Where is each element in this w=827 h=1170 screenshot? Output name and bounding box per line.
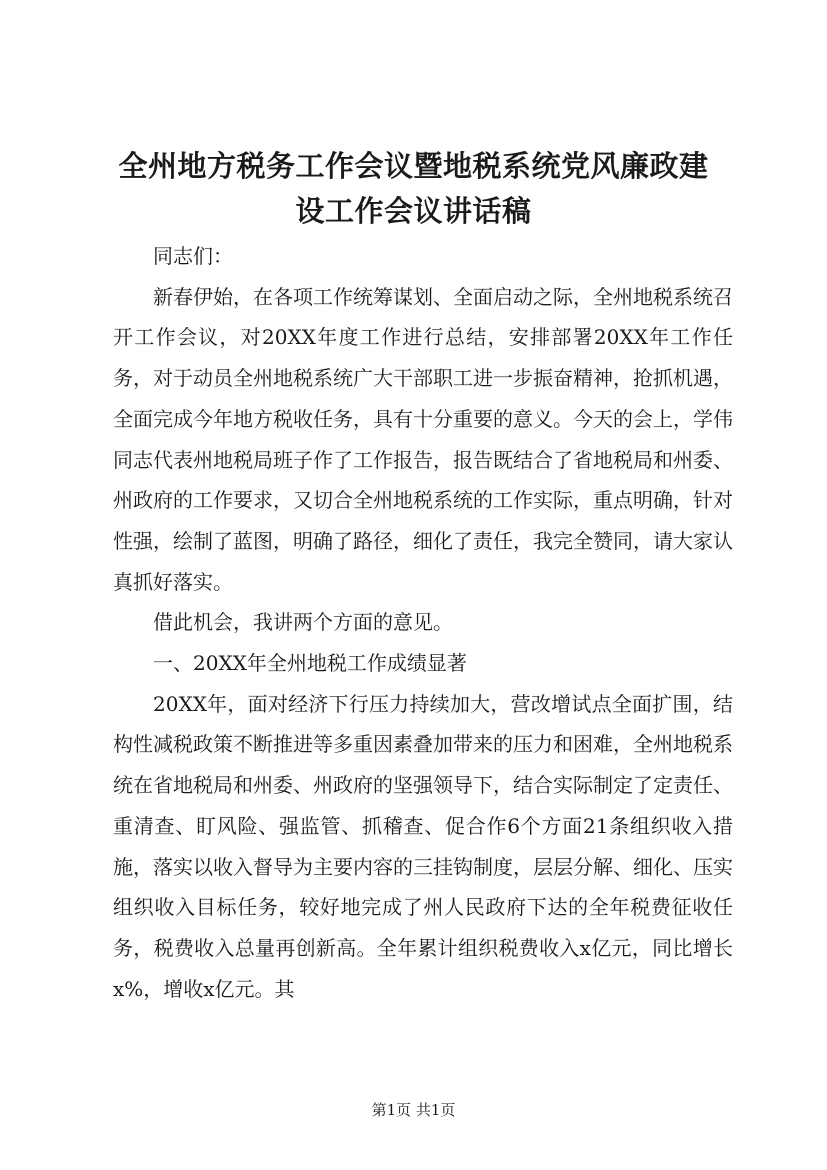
paragraph-opening: 新春伊始，在各项工作统筹谋划、全面启动之际，全州地税系统召开工作会议，对20XX年度工作进行总结，安排部署20XX年工作任务，对于动员全州地税系统广大干部职工进一步振奋精神，抢抓机遇，全面完成今年地方税收任务，具有十分重要的意义。今天的会上，学伟同志代表州地税局班子作了工作报告，报告既结合了省地税局和州委、州政府的工作要求，又切合全州地税系统的工作实际，重点明确，针对性强，绘制了蓝图，明确了路径，细化了责任，我完全赞同，请大家认真抓好落实。 (113, 284, 733, 594)
section-heading-1: 一、20XX年全州地税工作成绩显著 (153, 651, 467, 676)
document-body (113, 236, 733, 1009)
paragraph-achievements: 20XX年，面对经济下行压力持续加大，营改增试点全面扩围，结构性减税政策不断推进等多重因素叠加带来的压力和困难，全州地税系统在省地税局和州委、州政府的坚强领导下，结合实际制定了定责任、重清查、盯风险、强监管、抓稽查、促合作6个方面21条组织收入措施，落实以收入督导为主要内容的三挂钩制度，层层分解、细化、压实组织收入目标任务，较好地完成了州人民政府下达的全年税费征收任务，税费收入总量再创新高。全年累计组织税费收入x亿元，同比增长x%，增收x亿元。其 (113, 691, 733, 1001)
salutation: 同志们： (153, 244, 233, 268)
document-title-line-2: 设工作会议讲话稿 (295, 194, 532, 228)
document-title-line-1: 全州地方税务工作会议暨地税系统党风廉政建 (118, 149, 709, 183)
paragraph-transition: 借此机会，我讲两个方面的意见。 (153, 610, 453, 635)
page-footer: 第1页 共1页 (371, 1101, 456, 1119)
